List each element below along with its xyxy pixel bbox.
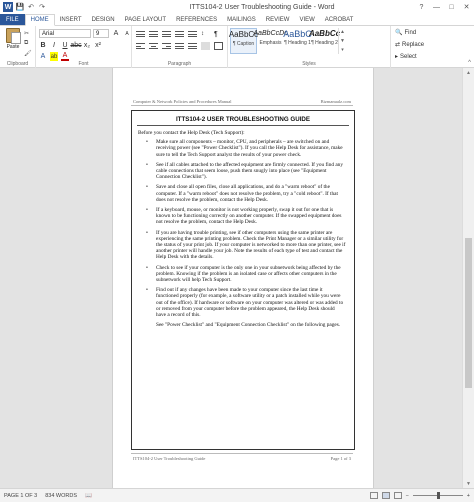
style-heading-1[interactable] bbox=[284, 28, 311, 54]
print-layout-icon[interactable] bbox=[382, 492, 390, 499]
find-icon: 🔍 bbox=[395, 30, 403, 36]
paragraph-group bbox=[132, 26, 228, 68]
word-count[interactable]: 834 WORDS bbox=[45, 492, 78, 499]
bold-button[interactable]: B bbox=[40, 42, 46, 49]
close-button[interactable]: ✕ bbox=[463, 4, 470, 11]
shrink-font-icon[interactable]: A bbox=[125, 30, 129, 37]
copy-icon[interactable]: ⧉ bbox=[24, 40, 29, 46]
text-effects-icon[interactable]: A bbox=[40, 53, 46, 60]
multilevel-list-icon[interactable] bbox=[162, 30, 171, 38]
document-page[interactable] bbox=[112, 68, 374, 488]
select-icon: ▸ bbox=[395, 54, 399, 60]
borders-icon[interactable] bbox=[214, 42, 223, 50]
save-icon[interactable]: 💾 bbox=[15, 4, 25, 11]
redo-icon[interactable]: ↷ bbox=[39, 4, 45, 11]
select-button[interactable] bbox=[395, 53, 424, 60]
web-layout-icon[interactable] bbox=[394, 492, 402, 499]
sort-icon[interactable]: ↕ bbox=[201, 31, 204, 37]
subscript-icon[interactable]: x₂ bbox=[83, 42, 91, 49]
status-bar bbox=[0, 488, 474, 502]
style-sample: AaBbCcDc bbox=[253, 30, 288, 37]
page-count[interactable]: PAGE 1 OF 3 bbox=[4, 492, 38, 499]
shading-icon[interactable] bbox=[201, 42, 210, 50]
editing-group bbox=[391, 26, 474, 68]
align-center-icon[interactable] bbox=[149, 42, 158, 50]
style-sample: AaBbCc bbox=[228, 30, 259, 39]
header-divider bbox=[131, 105, 353, 106]
scrollbar-thumb[interactable] bbox=[465, 238, 472, 388]
tab-references[interactable]: REFERENCES bbox=[176, 16, 218, 23]
footer-divider bbox=[131, 453, 353, 454]
title-divider bbox=[137, 125, 349, 126]
replace-label: Replace bbox=[402, 41, 425, 48]
vertical-scrollbar[interactable] bbox=[462, 68, 474, 488]
scroll-up-icon[interactable]: ▲ bbox=[466, 69, 471, 76]
italic-button[interactable]: I bbox=[53, 42, 55, 49]
list-item[interactable]: • See if all cables attached to the affected equipment are firmly connected. If you find any cable connections that seem loose, push them snugly into place (see "Equipment Connection Checklist"). bbox=[138, 162, 346, 181]
style-name: ¶ Heading 1 bbox=[284, 40, 311, 46]
show-marks-icon[interactable]: ¶ bbox=[214, 30, 218, 38]
list-item[interactable]: • Save and close all open files, close all applications, and do a "warm reboot" of the computer. If a "warm reboot" does not resolve the problem, try a "cold reboot". If that does not resolve the problem, contact the Help Desk. bbox=[138, 184, 346, 203]
maximize-button[interactable]: □ bbox=[449, 3, 454, 11]
font-group bbox=[36, 26, 132, 68]
clipboard-group bbox=[0, 26, 36, 68]
intro-paragraph[interactable]: Before you contact the Help Desk (Tech Support): bbox=[138, 130, 245, 136]
zoom-slider[interactable] bbox=[413, 495, 463, 496]
list-item[interactable]: • Make sure all components – monitor, CPU, and peripherals – are switched on and receiving power (see "Power Checklist"). If you call the Help Desk for assistance, make sure to tell the Tech Support analyst the results of your power check. bbox=[138, 139, 346, 158]
zoom-slider-knob[interactable] bbox=[437, 492, 440, 499]
align-left-icon[interactable] bbox=[136, 42, 145, 50]
font-name-box[interactable]: Arial bbox=[39, 29, 91, 38]
paragraph-group-label: Paragraph bbox=[167, 61, 192, 67]
list-item[interactable]: • If you are having trouble printing, see if other computers using the same printer are experiencing the same printing problem. Check the Print Manager or a similar utility for the status of your print job. If your computer is networked to more than one printer, see if another printer will handle your job. Note the results of each type of test and contact the Help Desk with the details. bbox=[138, 230, 346, 261]
tab-design[interactable]: DESIGN bbox=[91, 16, 115, 23]
bullet-list bbox=[138, 139, 346, 318]
clipboard-icon bbox=[6, 28, 20, 43]
font-group-label: Font bbox=[78, 61, 89, 67]
document-body[interactable] bbox=[138, 130, 346, 328]
ribbon-tabs bbox=[0, 14, 474, 26]
paste-button[interactable] bbox=[3, 28, 23, 52]
collapse-ribbon-icon[interactable]: ^ bbox=[468, 60, 471, 66]
chevron-up-icon[interactable]: ▲ bbox=[340, 29, 345, 36]
paste-label: Paste bbox=[6, 44, 20, 50]
help-button[interactable]: ? bbox=[419, 3, 424, 11]
document-title[interactable]: ITTS104-2 USER TROUBLESHOOTING GUIDE bbox=[175, 116, 311, 123]
grow-font-icon[interactable]: A bbox=[113, 30, 119, 37]
ribbon bbox=[0, 26, 474, 68]
style-sample: AaBbC bbox=[283, 29, 312, 39]
header-right-text: Bizmanualz.com bbox=[320, 99, 351, 104]
bullets-icon[interactable] bbox=[136, 30, 145, 38]
zoom-out-icon[interactable]: − bbox=[405, 492, 409, 499]
strikethrough-icon[interactable]: abc bbox=[70, 42, 82, 49]
chevron-down-icon[interactable]: ▼ bbox=[340, 37, 345, 44]
header-left-text: Computer & Network Policies and Procedures Manual bbox=[133, 99, 232, 104]
style-name: ¶ Caption bbox=[232, 41, 255, 47]
tab-review[interactable]: REVIEW bbox=[265, 16, 290, 23]
style-emphasis[interactable] bbox=[253, 28, 288, 54]
styles-group bbox=[228, 26, 391, 68]
word-logo-icon: W bbox=[4, 3, 12, 11]
decrease-indent-icon[interactable] bbox=[175, 30, 184, 38]
justify-icon[interactable] bbox=[175, 42, 184, 50]
scroll-down-icon[interactable]: ▼ bbox=[466, 480, 471, 487]
tab-page-layout[interactable]: PAGE LAYOUT bbox=[124, 16, 167, 23]
replace-icon: ⇄ bbox=[395, 42, 401, 48]
proofing-icon[interactable]: 📖 bbox=[85, 492, 92, 499]
replace-button[interactable] bbox=[395, 41, 424, 48]
read-mode-icon[interactable] bbox=[370, 492, 378, 499]
font-color-icon[interactable]: A bbox=[62, 52, 68, 59]
clipboard-group-label: Clipboard bbox=[6, 61, 29, 67]
list-item[interactable]: • Find out if any changes have been made to your computer since the last time it functioned properly (for example, a software utility or a patch installed while you were out of the office). If hardware or software on your computer was altered or was added to or removed from your computer before the problem appeared, the Help Desk should have a record of this. bbox=[138, 287, 346, 318]
style-name: Emphasis bbox=[259, 40, 282, 46]
zoom-in-icon[interactable]: + bbox=[466, 492, 470, 499]
list-item[interactable]: • Check to see if your computer is the only one in your subnetwork being affected by the problem. Knowing if the problem is an isolated case or affects other computers in the subnetwork will help Tech Support. bbox=[138, 265, 346, 284]
footer-right-text: Page 1 of 3 bbox=[330, 456, 351, 461]
tab-view[interactable]: VIEW bbox=[299, 16, 315, 23]
tab-file[interactable]: FILE bbox=[0, 14, 25, 25]
cut-icon[interactable]: ✂ bbox=[24, 31, 30, 37]
font-size-box[interactable]: 9 bbox=[93, 29, 109, 38]
styles-scroll[interactable] bbox=[338, 28, 346, 54]
quick-access-toolbar bbox=[0, 2, 110, 12]
find-button[interactable] bbox=[395, 29, 424, 36]
closing-paragraph[interactable]: See "Power Checklist" and "Equipment Connection Checklist" on the following pages. bbox=[156, 322, 341, 329]
tab-mailings[interactable]: MAILINGS bbox=[227, 16, 256, 23]
title-bar bbox=[0, 0, 474, 14]
document-area[interactable] bbox=[0, 68, 462, 488]
align-right-icon[interactable] bbox=[162, 42, 171, 50]
select-label: Select bbox=[400, 53, 417, 60]
style-name: ¶ Heading 2 bbox=[311, 40, 338, 46]
find-label: Find bbox=[404, 29, 417, 36]
increase-indent-icon[interactable] bbox=[188, 30, 197, 38]
highlight-icon[interactable]: ab bbox=[50, 53, 58, 60]
numbering-icon[interactable] bbox=[149, 30, 158, 38]
format-painter-icon[interactable]: 🖌 bbox=[24, 51, 32, 57]
window-title: ITTS104-2 User Troubleshooting Guide - Word bbox=[189, 3, 335, 11]
more-styles-icon[interactable]: ▾ bbox=[341, 46, 344, 53]
list-item[interactable]: • If a keyboard, mouse, or monitor is not working properly, swap it out for one that is known to be functioning correctly on another computer. If the swapped equipment does not resolve the problem, contact the Help Desk. bbox=[138, 207, 346, 226]
style-sample: AaBbCc bbox=[308, 29, 341, 38]
page-header bbox=[133, 99, 351, 104]
style-heading-2[interactable] bbox=[308, 28, 341, 54]
tab-home[interactable]: HOME bbox=[25, 14, 55, 26]
undo-icon[interactable]: ↶ bbox=[28, 4, 34, 11]
underline-button[interactable]: U bbox=[62, 42, 68, 49]
page-footer bbox=[133, 456, 351, 461]
line-spacing-icon[interactable] bbox=[188, 42, 197, 50]
content-border bbox=[131, 110, 355, 450]
tab-insert[interactable]: INSERT bbox=[59, 16, 82, 23]
footer-left-text: ITTS104-2 User Troubleshooting Guide bbox=[133, 456, 206, 461]
superscript-icon[interactable]: x² bbox=[95, 42, 101, 49]
tab-acrobat[interactable]: ACROBAT bbox=[324, 16, 354, 23]
styles-group-label: Styles bbox=[302, 61, 316, 67]
minimize-button[interactable]: — bbox=[433, 3, 440, 11]
